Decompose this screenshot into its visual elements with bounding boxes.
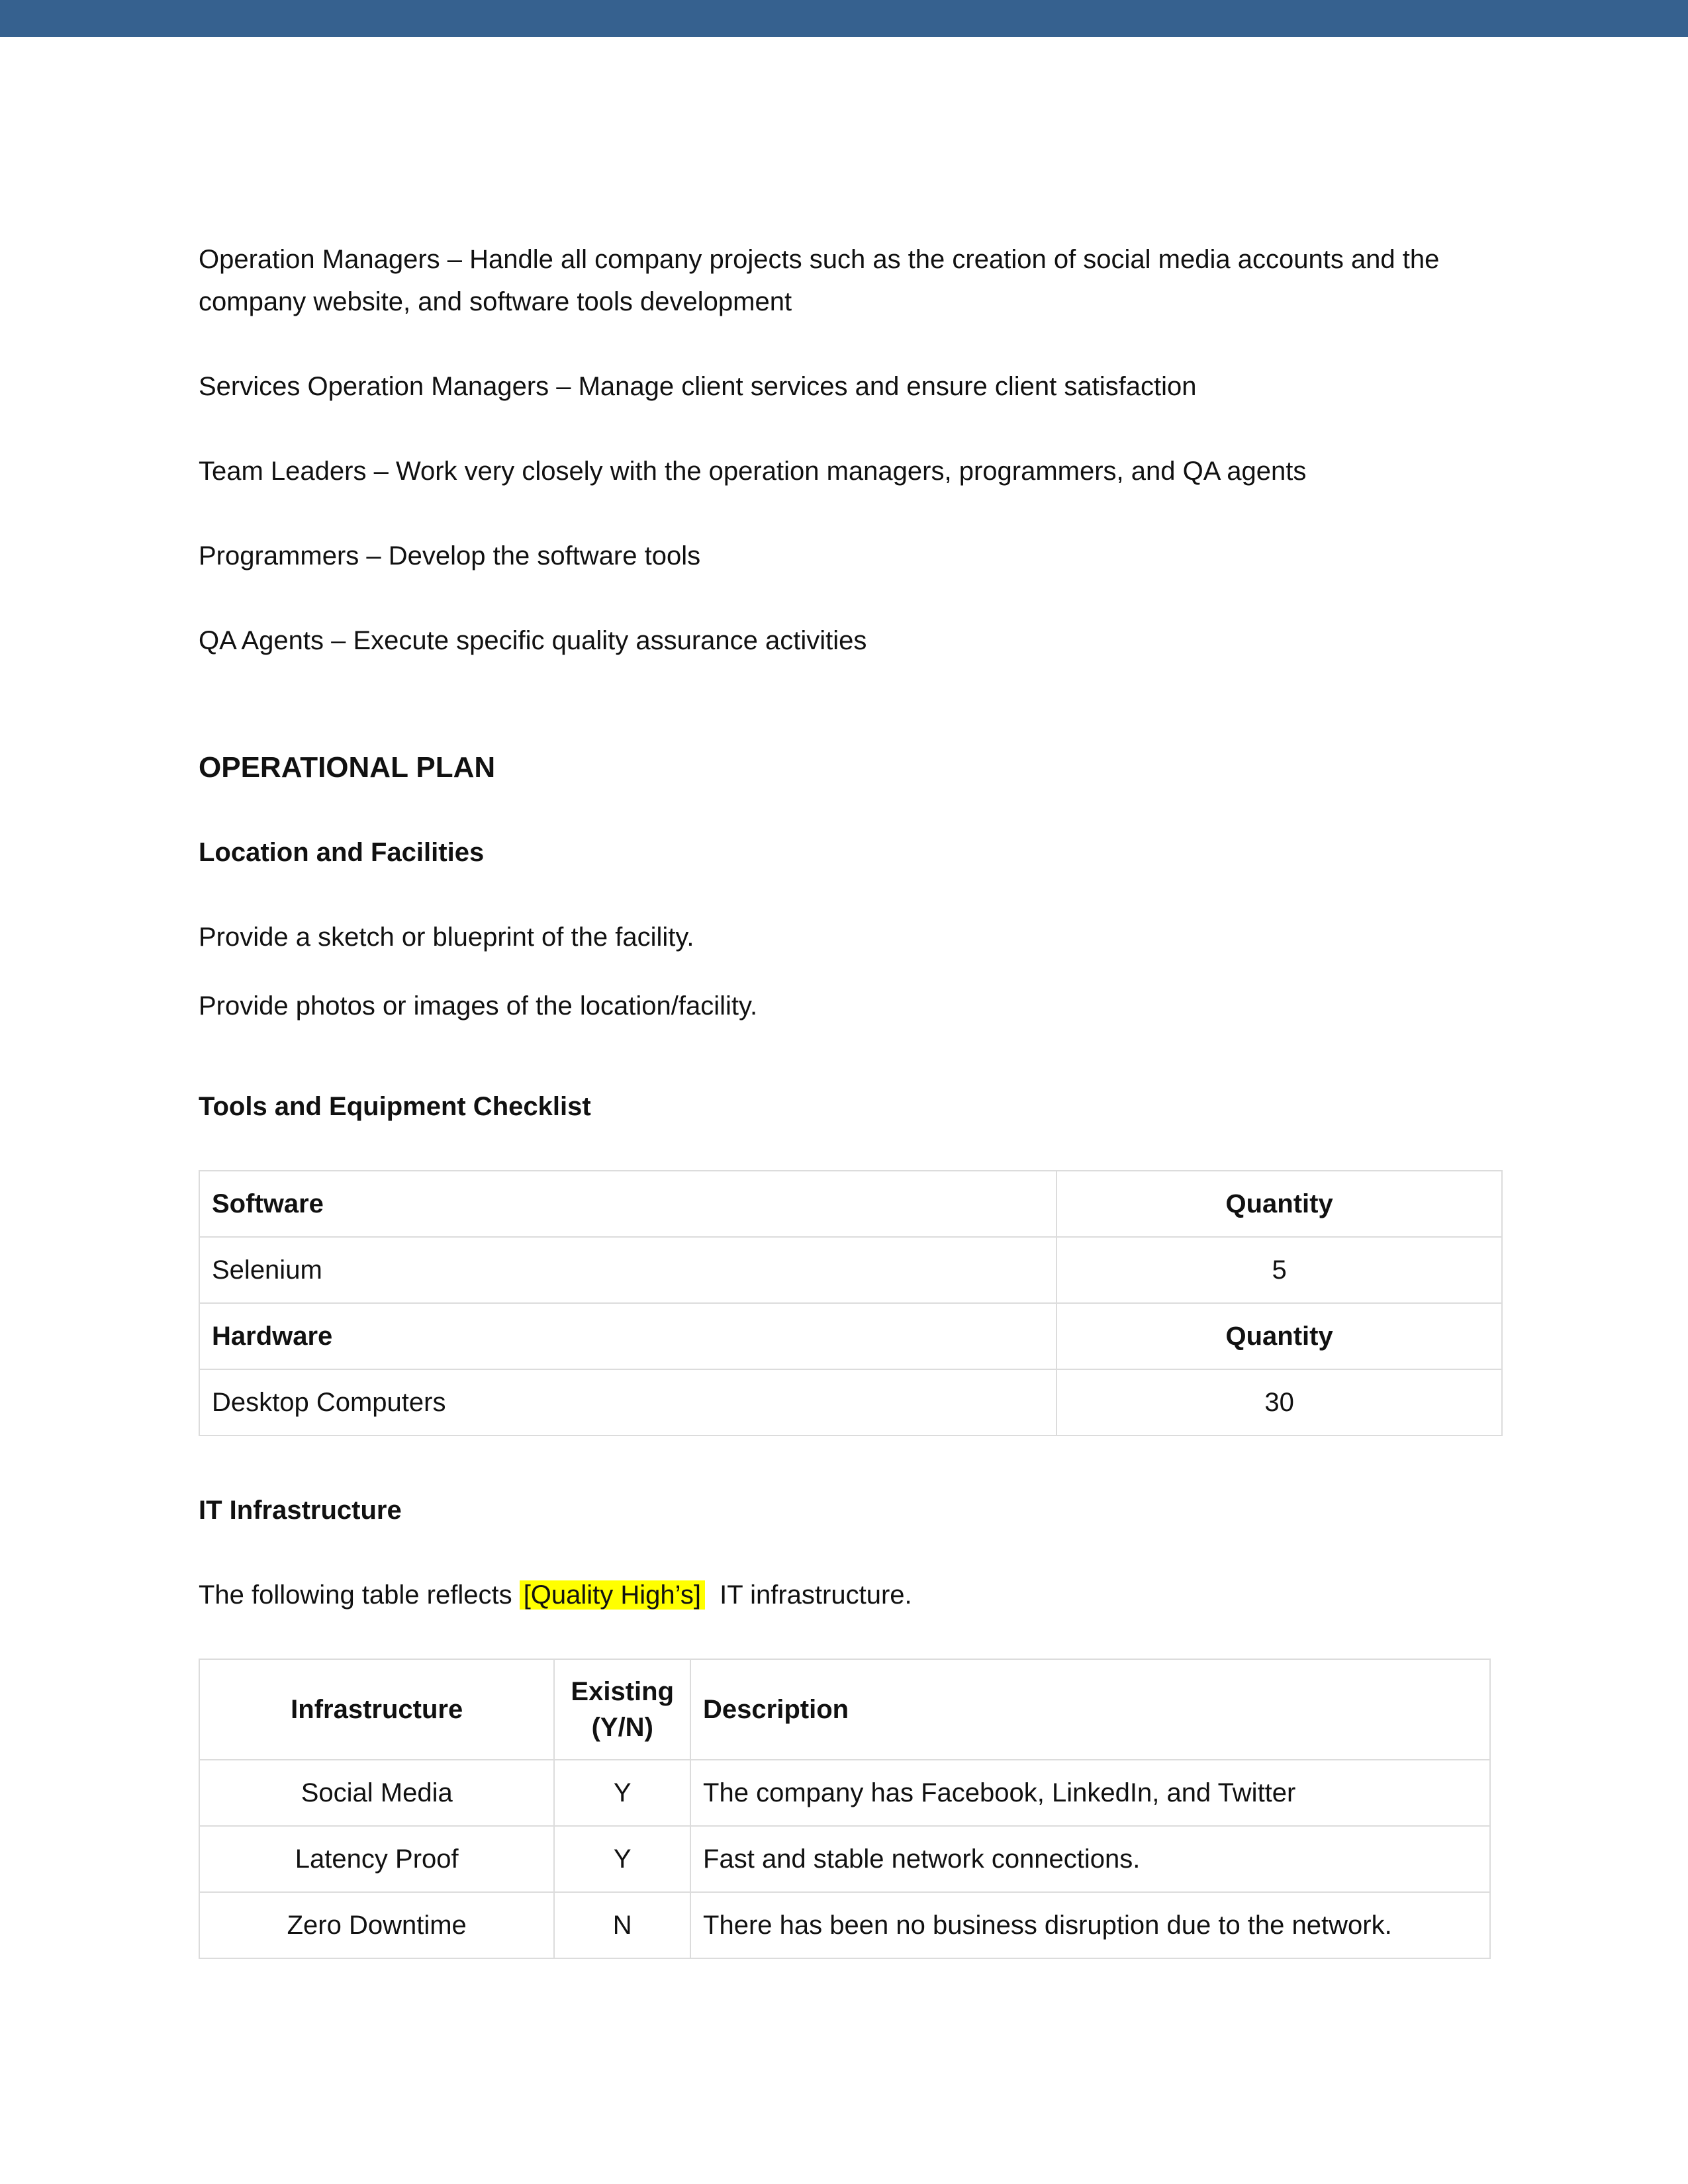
header-existing-line1: Existing: [571, 1677, 675, 1706]
document-body: [199, 238, 1509, 1959]
table-row: [199, 1892, 1490, 1958]
tools-cell-qty: Quantity: [1056, 1303, 1502, 1369]
table-row: [199, 1826, 1490, 1892]
tools-cell-qty: 5: [1056, 1237, 1502, 1303]
header-description: Description: [690, 1659, 1490, 1760]
header-infrastructure: Infrastructure: [199, 1659, 554, 1760]
section-title-operational-plan: OPERATIONAL PLAN: [199, 751, 496, 784]
role-programmers: Programmers – Develop the software tools: [199, 541, 701, 570]
it-intro-before: The following table reflects: [199, 1580, 520, 1610]
role-operation-managers: Operation Managers – Handle all company projects such as the creation of social media accounts and the company website, and software tools development: [199, 245, 1440, 316]
subtitle-location-facilities: Location and Facilities: [199, 838, 485, 867]
infra-cell-name: Social Media: [199, 1760, 554, 1826]
it-intro: [199, 1574, 1509, 1616]
tools-cell-name: Hardware: [199, 1303, 1056, 1369]
infra-cell-description: There has been no business disruption due to the network.: [690, 1892, 1490, 1958]
table-row: [199, 1303, 1502, 1369]
role-team-leaders: Team Leaders – Work very closely with the operation managers, programmers, and QA agents: [199, 457, 1307, 486]
infra-cell-description: Fast and stable network connections.: [690, 1826, 1490, 1892]
table-row: [199, 1237, 1502, 1303]
table-header-row: [199, 1659, 1490, 1760]
tools-cell-name: Desktop Computers: [199, 1369, 1056, 1435]
role-services-operation-managers: Services Operation Managers – Manage client services and ensure client satisfaction: [199, 372, 1197, 401]
infra-cell-existing: Y: [554, 1760, 690, 1826]
tools-cell-qty: 30: [1056, 1369, 1502, 1435]
tools-cell-name: Software: [199, 1171, 1056, 1237]
infra-cell-existing: Y: [554, 1826, 690, 1892]
company-name-highlight: [Quality High’s]: [520, 1580, 705, 1610]
it-intro-after: IT infrastructure.: [704, 1580, 912, 1610]
header-bar: [0, 0, 1688, 37]
subtitle-it-infrastructure: IT Infrastructure: [199, 1496, 402, 1525]
location-line-photos: Provide photos or images of the location/facility.: [199, 991, 758, 1021]
infra-cell-description: The company has Facebook, LinkedIn, and Twitter: [690, 1760, 1490, 1826]
infra-cell-name: Zero Downtime: [199, 1892, 554, 1958]
tools-cell-name: Selenium: [199, 1237, 1056, 1303]
role-qa-agents: QA Agents – Execute specific quality assurance activities: [199, 626, 867, 655]
table-row: [199, 1369, 1502, 1435]
header-existing-line2: (Y/N): [591, 1713, 653, 1742]
tools-cell-qty: Quantity: [1056, 1171, 1502, 1237]
tools-table: [199, 1170, 1503, 1436]
infrastructure-table: [199, 1659, 1491, 1959]
subtitle-tools-equipment: Tools and Equipment Checklist: [199, 1092, 591, 1121]
header-existing: [554, 1659, 690, 1760]
table-row: [199, 1171, 1502, 1237]
table-row: [199, 1760, 1490, 1826]
location-line-sketch: Provide a sketch or blueprint of the facility.: [199, 923, 694, 952]
infra-cell-name: Latency Proof: [199, 1826, 554, 1892]
infra-cell-existing: N: [554, 1892, 690, 1958]
